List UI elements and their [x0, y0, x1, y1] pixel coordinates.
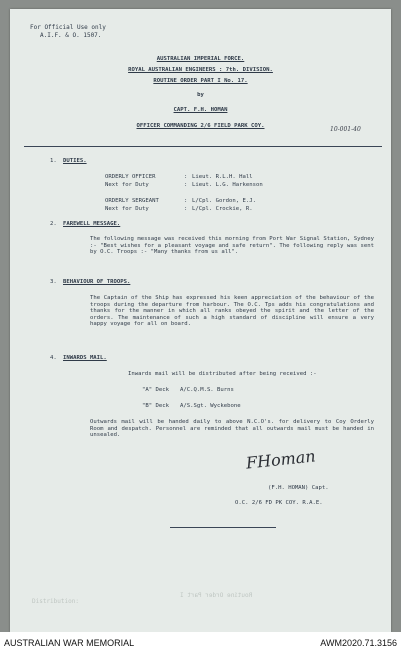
- ghost-distribution: Distribution:: [32, 598, 79, 605]
- header-rule: [24, 146, 382, 147]
- ghost-mirror-text: Routine Order Part I: [180, 592, 253, 599]
- duty-sep-4: :: [184, 206, 188, 212]
- duty-name-1: Lieut. R.L.H. Hall: [192, 174, 253, 180]
- section-3-body: The Captain of the Ship has expressed his keen appreciation of the behaviour of the troops during the departure from harbour. The O.C. Tps adds his congratulations and thanks for the manner in which all ranks obeyed the spirit and the letter of the orders. The maintenance of such a high standard of discipline will ensure a very happy voyage for all on board.: [90, 295, 374, 328]
- duty-name-4: L/Cpl. Crockie, R.: [192, 206, 253, 212]
- document-page: [10, 9, 391, 632]
- duty-role-2: Next for Duty: [105, 182, 149, 188]
- section-4-body: Outwards mail will be handed daily to above N.C.O's. for delivery to Coy Orderly Room and despatch. Personnel are reminded that all outwards mail must be handed in unsealed.: [90, 419, 374, 439]
- archive-reference: 10-001-40: [330, 126, 361, 133]
- duty-sep-1: :: [184, 174, 188, 180]
- commander-position: OFFICER COMMANDING 2/6 FIELD PARK COY.: [136, 123, 265, 129]
- section-1-heading: DUTIES.: [63, 158, 87, 164]
- title-by: by: [197, 92, 204, 98]
- section-2-number: 2.: [50, 221, 57, 227]
- title-line-1: AUSTRALIAN IMPERIAL FORCE.: [156, 56, 245, 62]
- duty-name-2: Lieut. L.G. Harkenson: [192, 182, 263, 188]
- section-3-number: 3.: [50, 279, 57, 285]
- deck-a-name: A/C.Q.M.S. Burns: [180, 387, 234, 393]
- duty-role-4: Next for Duty: [105, 206, 149, 212]
- duty-role-3: ORDERLY SERGEANT: [105, 198, 159, 204]
- section-4-heading: INWARDS MAIL.: [63, 355, 107, 361]
- signature-scrawl: FHoman: [245, 446, 317, 473]
- deck-a-label: "A" Deck: [142, 387, 169, 393]
- title-line-3: ROUTINE ORDER PART I No. 17.: [153, 78, 248, 84]
- section-4-intro: Inwards mail will be distributed after being received :-: [128, 371, 317, 377]
- duty-name-3: L/Cpl. Gordon, E.J.: [192, 198, 256, 204]
- deck-b-name: A/S.Sgt. Wyckebone: [180, 403, 241, 409]
- footer-accession: AWM2020.71.3156: [320, 638, 397, 648]
- closing-rule: [170, 527, 276, 528]
- section-4-number: 4.: [50, 355, 57, 361]
- signature-name: (F.H. HOMAN) Capt.: [268, 485, 329, 491]
- title-line-2: ROYAL AUSTRALIAN ENGINEERS : 7th. DIVISION.: [128, 67, 273, 73]
- deck-b-label: "B" Deck: [142, 403, 169, 409]
- section-2-heading: FAREWELL MESSAGE.: [63, 221, 121, 227]
- commander-name: CAPT. F.H. HOMAN: [173, 107, 228, 113]
- section-1-number: 1.: [50, 158, 57, 164]
- section-2-body: The following message was received this morning from Port War Signal Station, Sydney :- "Best wishes for a pleasant voyage and safe return". The following reply was sent by O.C. Troops :- "Many thanks from us all".: [90, 236, 374, 256]
- signature-unit: O.C. 2/6 FD PK COY. R.A.E.: [235, 500, 323, 506]
- archive-footer: [0, 632, 401, 653]
- footer-institution: AUSTRALIAN WAR MEMORIAL: [4, 638, 135, 648]
- duty-role-1: ORDERLY OFFICER: [105, 174, 156, 180]
- duty-sep-3: :: [184, 198, 188, 204]
- official-ref-line: A.I.F. & O. 1507.: [40, 32, 102, 39]
- duty-sep-2: :: [184, 182, 188, 188]
- section-3-heading: BEHAVIOUR OF TROOPS.: [63, 279, 131, 285]
- official-use-line: For Official Use only: [30, 24, 106, 31]
